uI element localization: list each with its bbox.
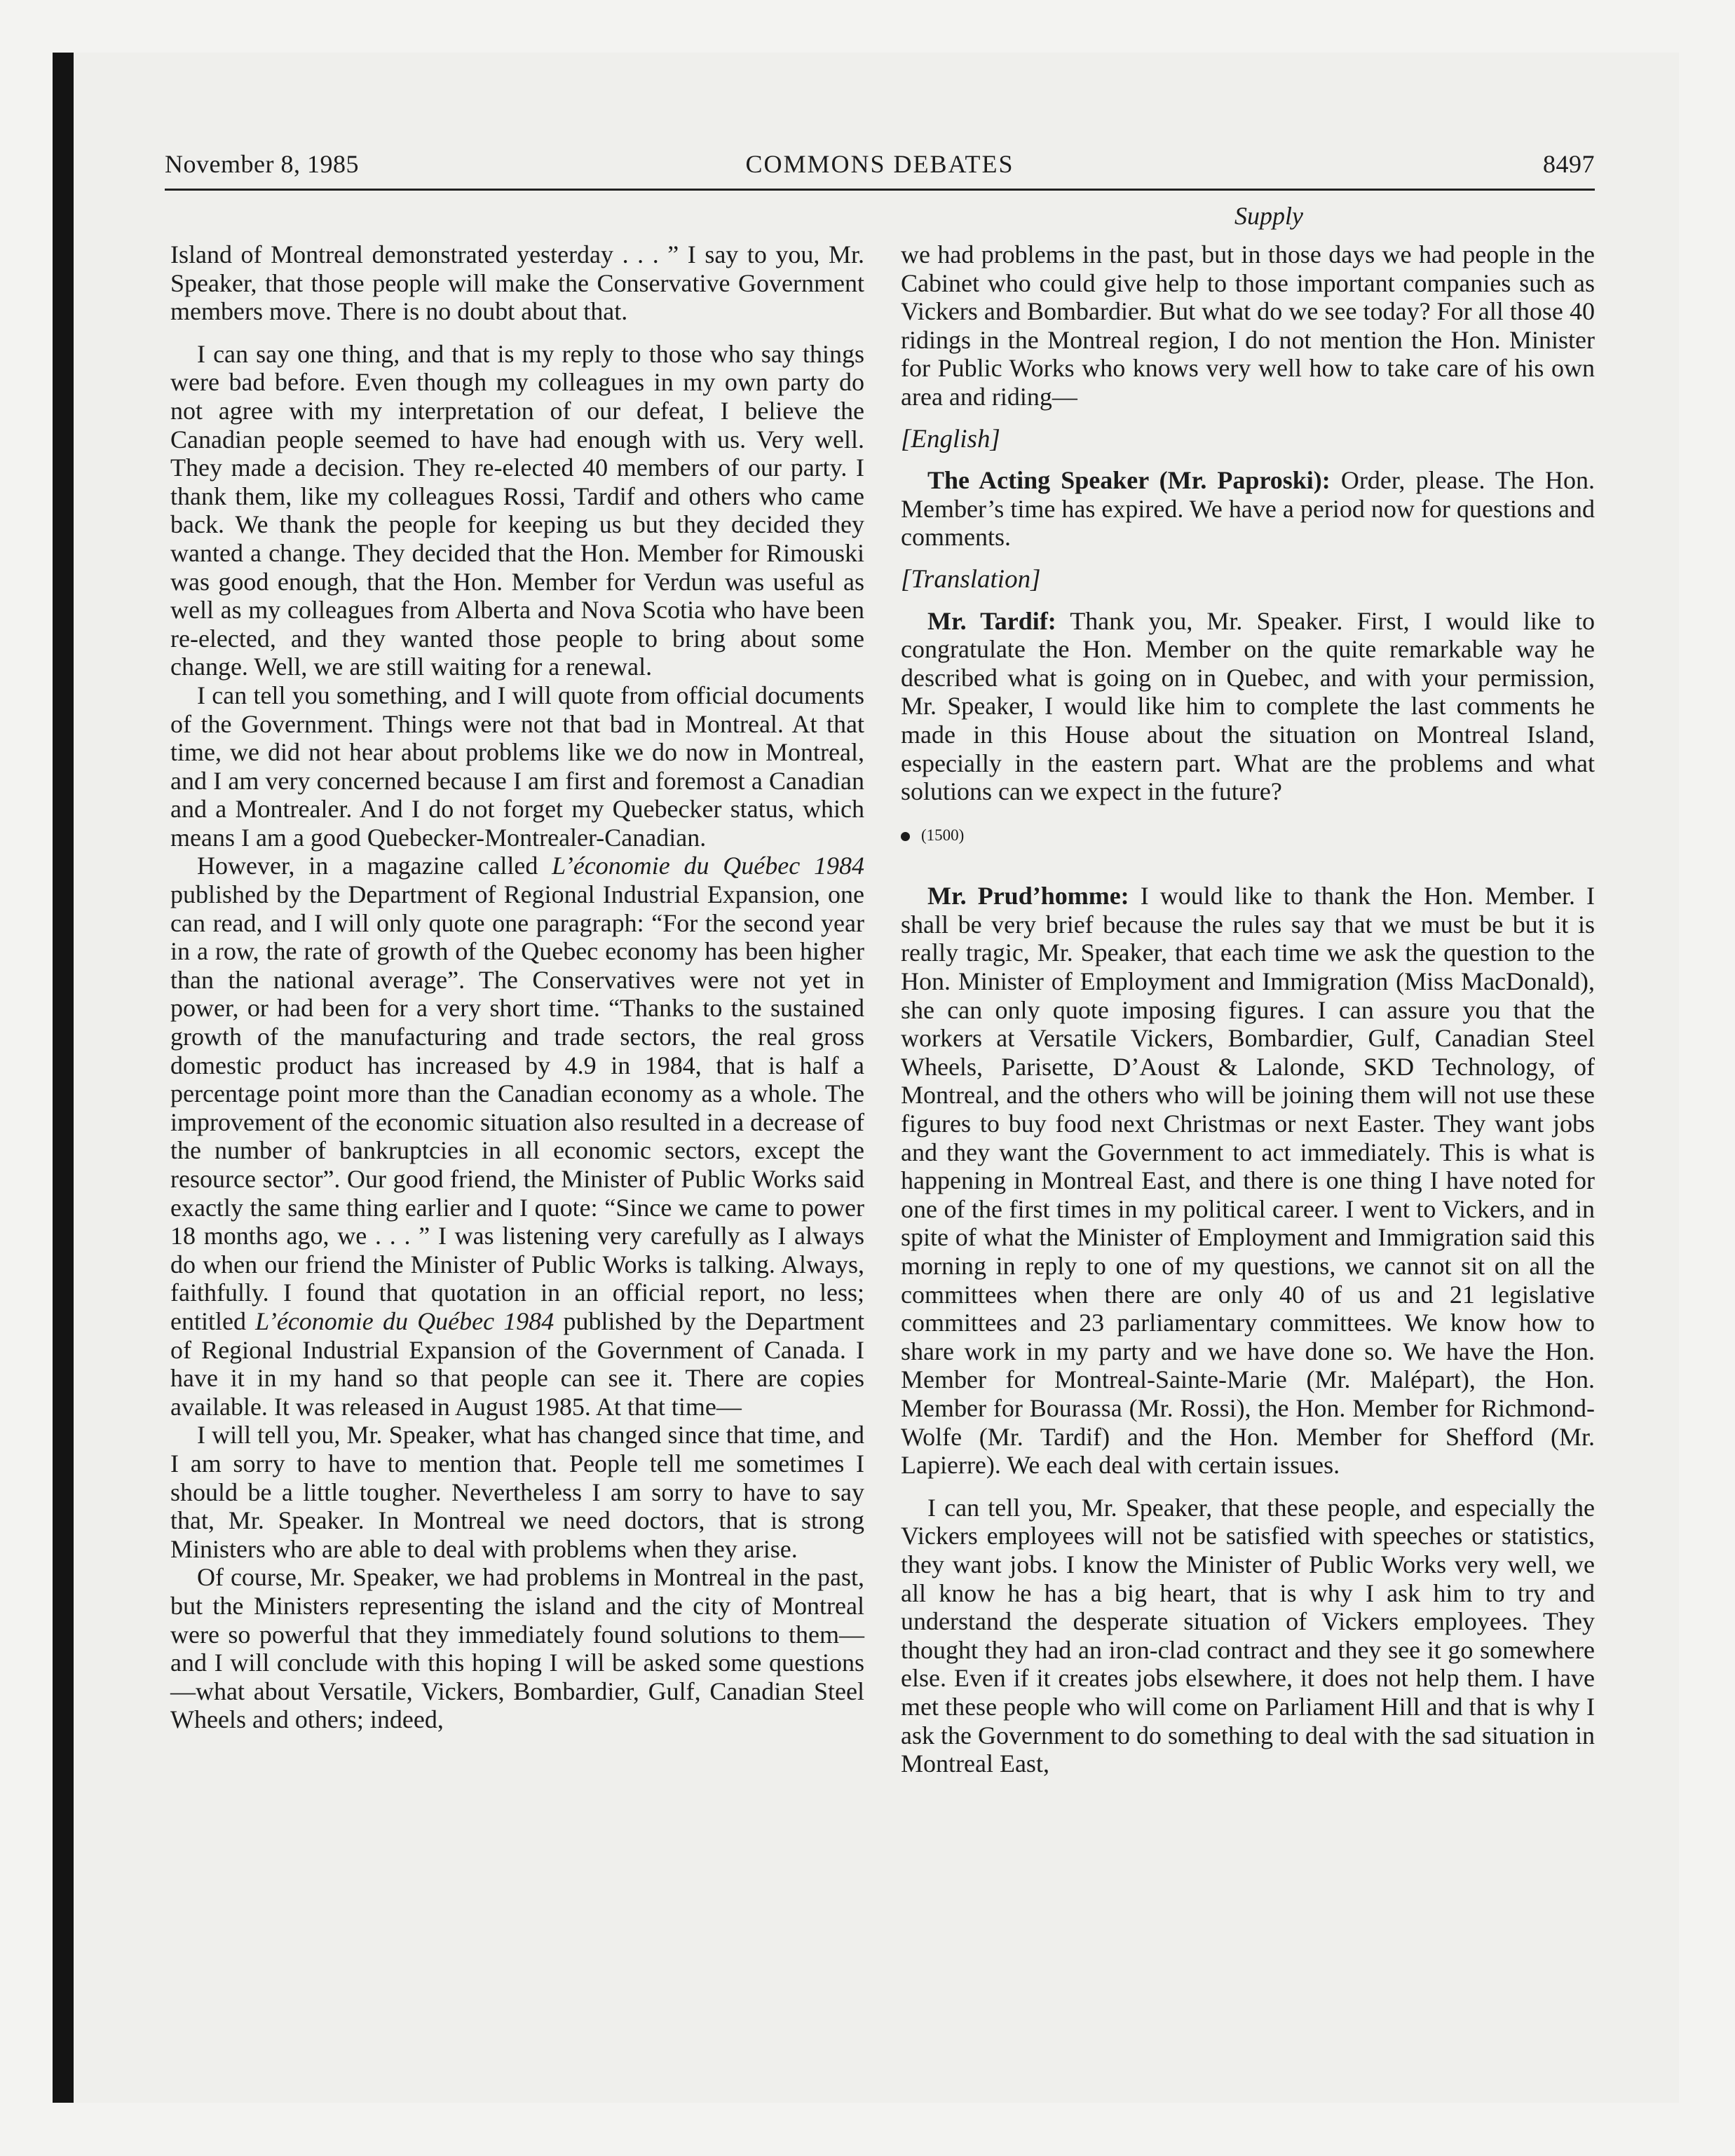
paragraph: Of course, Mr. Speaker, we had problems in Montreal in the past, but the Ministers representing the island and the city of Montreal were so powerful that they immediately found solutions to them—and I will conclude with this hoping I will be asked some questions—what about Versatile, Vickers, Bombardier, Gulf, Canadian Steel Wheels and others; indeed, — [170, 1563, 864, 1734]
right-column — [901, 240, 1595, 1778]
paragraph-text: However, in a magazine called — [197, 852, 552, 880]
scan-edge-shadow — [53, 53, 74, 2103]
paragraph-text: published by the Department of Regional Industrial Expansion of the Government of Canada. I have it in my hand so that people can see it. There are copies available. It was released in August 1985. At that time— — [170, 1306, 865, 1421]
speaker-name: The Acting Speaker (Mr. Paproski): — [927, 466, 1331, 495]
subject-heading: Supply — [1234, 202, 1303, 230]
speech-paragraph — [901, 466, 1595, 552]
paragraph: I can tell you, Mr. Speaker, that these people, and especially the Vickers employees will not be satisfied with speeches or statistics, they want jobs. I know the Minister of Public Works very well, we all know he has a big heart, that is why I ask him to try and understand the desperate situation of Vickers employees. They thought they had an iron-clad contract and they see it go somewhere else. Even if it creates jobs elsewhere, it does not help them. I have met these people who will come on Parliament Hill and that is why I ask the Government to do something to deal with the sad situation in Montreal East, — [901, 1493, 1595, 1778]
publication-title: L’économie du Québec 1984 — [255, 1306, 554, 1335]
document-page — [74, 53, 1679, 2103]
speech-text: Order, please. The Hon. Member’s time has expired. We have a period now for questions and comments. — [901, 466, 1595, 552]
paragraph: I will tell you, Mr. Speaker, what has changed since that time, and I am sorry to have to mention that. People tell me sometimes I should be a little tougher. Nevertheless I am sorry to have to say that, Mr. Speaker. In Montreal we need doctors, that is strong Ministers who are able to deal with problems when they arise. — [170, 1421, 864, 1563]
paragraph-text: published by the Department of Regional Industrial Expansion, one can read, and I will only quote one paragraph: “For the second year in a row, the rate of growth of the Quebec economy has been higher than the national average”. The Conservatives were not yet in power, or had been for a very short time. “Thanks to the sustained growth of the manufacturing and trade sectors, the real gross domestic product has increased by 4.9 in 1984, that is half a percentage point more than the Canadian economy as a whole. The improvement of the economic situation also resulted in a decrease of the number of bankruptcies in all economic sectors, except the resource sector”. Our good friend, the Minister of Public Works said exactly the same thing earlier and I quote: “Since we came to power 18 months ago, we . . . ” I was listening very carefully as I always do when our friend the Minister of Public Works is talking. Always, faithfully. I found that quotation in an official report, no less; entitled — [170, 880, 864, 1335]
speaker-name: Mr. Tardif: — [927, 606, 1056, 635]
paragraph: I can tell you something, and I will quote from official documents of the Government. Things were not that bad in Montreal. At that time, we did not hear about problems like we do now in Montreal, and I am very concerned because I am first and foremost a Canadian and a Montrealer. And I do not forget my Quebecker status, which means I am a good Quebecker-Montrealer-Canadian. — [170, 681, 864, 852]
speaker-name: Mr. Prud’homme: — [927, 882, 1129, 910]
time-marker-text: (1500) — [921, 826, 965, 844]
publication-title: L’économie du Québec 1984 — [552, 852, 864, 880]
speech-text: I would like to thank the Hon. Member. I shall be very brief because the rules say that we must be but it is really tragic, Mr. Speaker, that each time we ask the question to the Hon. Minister of Employment and Immigration (Miss MacDonald), she can only quote imposing figures. I can assure you that the workers at Versatile Vickers, Bombardier, Gulf, Canadian Steel Wheels, Parisette, D’Aoust & Lalonde, SKD Technology, of Montreal, and the others who will be joining them will not use these figures to buy food next Christmas or next Easter. They want jobs and they want the Government to act immediately. This is what is happening in Montreal East, and there is one thing I have noted for one of the first times in my political career. I went to Vickers, and in spite of what the Minister of Employment and Immigration said this morning in reply to one of my questions, we cannot sit on all the committees when there are only 40 of us and 21 legislative committees and 23 parliamentary committees. We know how to share work in my party and we have done so. We have the Hon. Member for Montreal-Sainte-Marie (Mr. Malépart), the Hon. Member for Bourassa (Mr. Rossi), the Hon. Member for Richmond-Wolfe (Mr. Tardif) and the Hon. Member for Shefford (Mr. Lapierre). We each deal with certain issues. — [901, 882, 1595, 1480]
speech-paragraph — [901, 882, 1595, 1479]
bullet-icon — [901, 832, 910, 841]
speech-text: Thank you, Mr. Speaker. First, I would like to congratulate the Hon. Member on the quite remarkable way he described what is going on in Quebec, and with your permission, Mr. Speaker, I would like him to complete the last comments he made in this House about the situation on Montreal Island, especially in the eastern part. What are the problems and what solutions can we expect in the future? — [901, 606, 1595, 806]
paragraph: Island of Montreal demonstrated yesterday . . . ” I say to you, Mr. Speaker, that those people will make the Conservative Government members move. There is no doubt about that. — [170, 240, 864, 326]
left-column — [170, 240, 864, 1734]
paragraph — [170, 852, 864, 1421]
language-tag-english: [English] — [901, 424, 1000, 453]
paragraph: I can say one thing, and that is my reply to those who say things were bad before. Even though my colleagues in my own party do not agree with my interpretation of our defeat, I believe the Canadian people seemed to have had enough with us. Very well. They made a decision. They re-elected 40 members of our party. I thank them, like my colleagues Rossi, Tardif and others who came back. We thank the people for keeping us but they decided they wanted a change. They decided that the Hon. Member for Rimouski was good enough, that the Hon. Member for Verdun was useful as well as my colleagues from Alberta and Nova Scotia who have been re-elected, and they wanted those people to bring about some change. Well, we are still waiting for a renewal. — [170, 339, 864, 681]
header-title: COMMONS DEBATES — [745, 150, 1014, 178]
speech-paragraph — [901, 607, 1595, 806]
language-tag-translation: [Translation] — [901, 564, 1041, 594]
time-marker — [901, 821, 1595, 850]
header-date: November 8, 1985 — [165, 150, 359, 178]
paragraph: we had problems in the past, but in those days we had people in the Cabinet who could give help to those important companies such as Vickers and Bombardier. But what do we see today? For all those 40 ridings in the Montreal region, I do not mention the Hon. Minister for Public Works who knows very well how to take care of his own area and riding— — [901, 240, 1595, 411]
header-page-number: 8497 — [1543, 150, 1595, 178]
page-header — [165, 149, 1595, 191]
